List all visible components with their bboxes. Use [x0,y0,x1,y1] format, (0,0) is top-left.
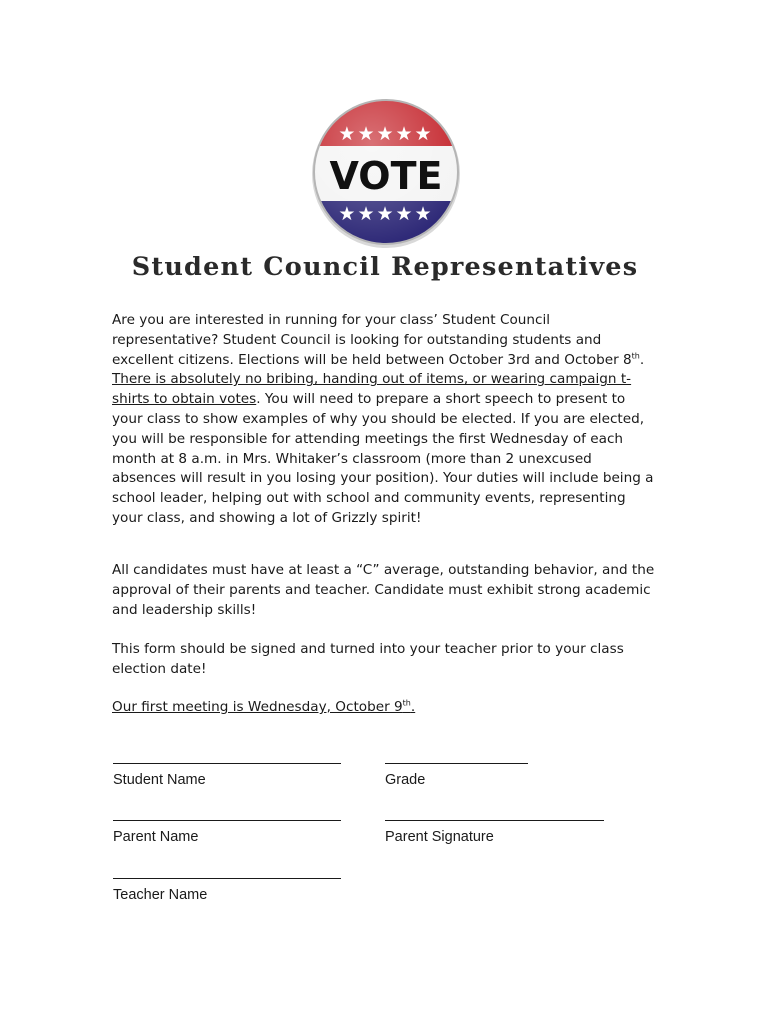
parent-name-label: Parent Name [113,829,199,845]
intro-text-a: Are you are interested in running for your class’ Student Council representative? Student Council is looking for outstanding students and excellent citizens. Elections will be held between October 3rd and October 8 [112,312,632,368]
grade-label: Grade [385,772,426,788]
intro-sup: th [631,351,640,361]
parent-signature-field[interactable] [385,820,604,845]
submission-paragraph: This form should be signed and turned into your teacher prior to your class election date! [112,641,624,677]
teacher-name-field[interactable] [113,878,341,903]
vote-badge-graphic [310,96,462,248]
parent-name-field[interactable] [113,820,341,845]
teacher-name-label: Teacher Name [113,887,208,903]
student-name-field[interactable] [113,763,341,788]
student-name-line[interactable] [113,763,341,764]
intro-paragraph [112,311,660,529]
svg-text:★★★★★: ★★★★★ [338,123,434,145]
parent-name-line[interactable] [113,820,341,821]
first-meeting-end: . [410,699,416,715]
intro-underlined-rule: There is absolutely no bribing, handing out of items, or wearing campaign t-shirts to obtain votes [112,371,632,408]
parent-signature-label: Parent Signature [385,829,494,845]
parent-signature-line[interactable] [385,820,604,821]
page-title: Student Council Representatives [131,252,639,282]
grade-line[interactable] [385,763,528,764]
teacher-name-line[interactable] [113,878,341,879]
vote-badge [310,96,462,248]
badge-top-stars [338,123,433,145]
svg-text:★★★★★: ★★★★★ [338,203,434,225]
first-meeting-text: Our first meeting is Wednesday, October 9 [112,699,403,715]
intro-text-c: . You will need to prepare a short speech to present to your class to show examples of why you should be elected. If you are elected, you will be responsible for attending meetings the first Wednesday of each month at 8 a.m. in Mrs. Whitaker’s classroom (more than 2 unexcused absences will result in you losing your position). Your duties will include being a school leader, helping out with school and community events, representing your class, and showing a lot of Grizzly spirit! [112,391,654,526]
requirements-paragraph: All candidates must have at least a “C” average, outstanding behavior, and the approval of their parents and teacher. Candidate must exhibit strong academic and leadership skills! [112,562,655,618]
badge-vote-text: VOTE [329,154,443,198]
first-meeting-note [112,698,660,718]
grade-field[interactable] [385,763,528,788]
first-meeting-sup: th [402,698,411,708]
student-name-label: Student Name [113,772,206,788]
intro-text-b: . [639,351,645,368]
badge-bottom-stars [338,203,433,225]
